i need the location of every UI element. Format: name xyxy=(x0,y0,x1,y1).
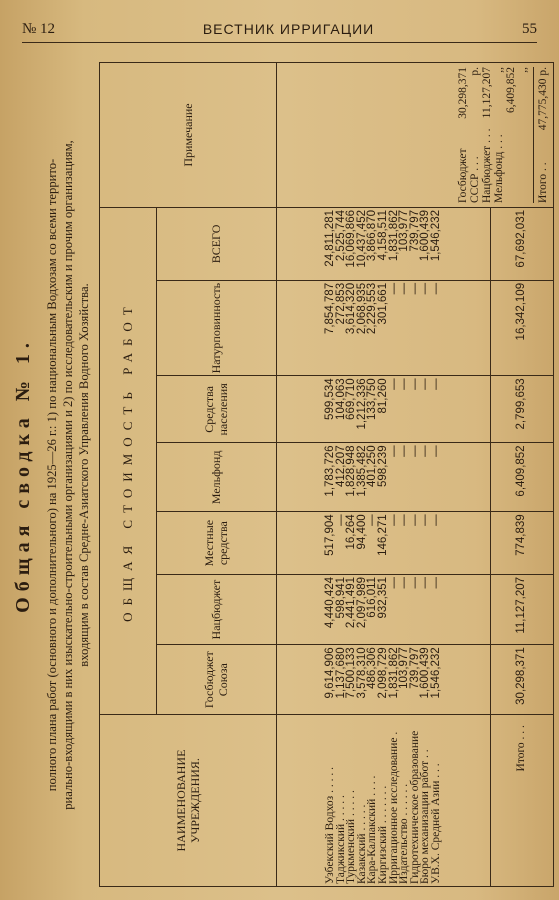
row-value: 1,600,439 xyxy=(419,647,432,699)
row-name: Бюро механизации работ . . xyxy=(419,749,432,884)
col-header-natsbudget: Нацбюджет xyxy=(156,574,276,644)
group-header-cost: ОБЩАЯ СТОИМОСТЬ РАБОТ xyxy=(100,208,157,715)
col-header-natur: Натурповинность xyxy=(156,280,276,375)
row-value: 103,977 xyxy=(398,647,411,689)
issue-number: № 12 xyxy=(22,20,56,37)
row-value: 932,351 xyxy=(376,576,389,619)
row-value: — xyxy=(419,576,432,589)
row-value: 1,831,862 xyxy=(387,647,400,699)
row-name: Узбекский Водхоз . . . . . xyxy=(323,767,336,884)
row-value: 3,614,320 xyxy=(345,282,358,335)
row-value: — xyxy=(408,378,421,390)
row-value: 4,158,511 xyxy=(376,210,389,261)
row-value: — xyxy=(408,282,421,295)
row-value: 739,797 xyxy=(408,210,421,252)
row-value: 598,941 xyxy=(334,576,347,619)
col-header-gosbudget: Госбюджет Союза xyxy=(156,645,276,715)
rotated-table-block xyxy=(4,55,552,895)
caption-line: риально-входящими в них изыскательно-строительными организациями и 2) по исследовательским и прочим организациям, xyxy=(61,140,75,810)
row-name: Гидротехническое образование xyxy=(408,730,421,884)
row-value: 103,977 xyxy=(398,210,411,252)
melfond-cell xyxy=(276,443,490,512)
note-value: 11,127,207 ,, xyxy=(481,67,505,119)
row-value: 146,271 xyxy=(376,514,389,556)
row-value: — xyxy=(419,378,432,390)
row-value: 3,578,310 xyxy=(355,647,368,699)
row-value: 1,831,862 xyxy=(387,210,400,262)
row-value: — xyxy=(419,514,432,526)
row-value: 486,306 xyxy=(366,647,379,689)
journal-title: ВЕСТНИК ИРРИГАЦИИ xyxy=(202,21,375,37)
row-value: — xyxy=(387,282,400,295)
caption-line: полного плана работ (основного и дополнительного) на 1925—26 г.: 1) по национальным Водхозам со всеми террито- xyxy=(45,158,59,792)
col-header-population: Средства населения xyxy=(156,376,276,443)
total-value: 11,127,207 xyxy=(490,574,553,644)
row-value: — xyxy=(398,445,411,457)
row-value: 599,534 xyxy=(323,378,336,420)
row-value: 7,500,133 xyxy=(345,647,358,699)
col-header-note: Примечание xyxy=(100,63,277,208)
row-value: — xyxy=(387,514,400,526)
row-value: 94,400 xyxy=(355,514,368,550)
row-value: 10,437,452 xyxy=(355,210,368,268)
row-value: — xyxy=(387,576,400,589)
table-title: Общая сводка № 1. xyxy=(12,337,34,613)
row-name: Кара-Калпакский . . . . xyxy=(366,775,379,884)
row-value: — xyxy=(408,445,421,457)
row-value: — xyxy=(429,514,442,526)
row-name: Туркменский . . . . . xyxy=(345,790,358,884)
row-name: Киргизский . . . . . . . xyxy=(376,785,389,884)
note-label: Госбюджет СССР . . . xyxy=(457,148,481,203)
row-value: 2,229,553 xyxy=(366,282,379,335)
row-value: 301,661 xyxy=(376,282,389,325)
row-value: 669,710 xyxy=(345,378,358,420)
table-caption xyxy=(44,65,92,885)
row-value: 1,600,439 xyxy=(419,210,432,262)
note-label: Мельфонд . . . xyxy=(493,134,505,203)
running-header xyxy=(22,16,537,43)
col-header-melfond: Мельфонд xyxy=(156,443,276,512)
row-value: 2,441,491 xyxy=(345,576,358,629)
row-value: — xyxy=(419,282,432,295)
row-value: 24,811,281 xyxy=(323,210,336,267)
row-value: 1,385,482 xyxy=(355,445,368,497)
note-cell xyxy=(276,63,553,208)
row-value: 2,098,729 xyxy=(376,647,389,699)
row-value: 272,853 xyxy=(334,282,347,325)
population-cell xyxy=(276,376,490,443)
note-total-label: Итого . . xyxy=(537,162,549,203)
row-value: — xyxy=(429,576,442,589)
row-value: — xyxy=(408,576,421,589)
row-value: 739,797 xyxy=(408,647,421,689)
total-value: 30,298,371 xyxy=(490,645,553,715)
page-number: 55 xyxy=(521,20,537,37)
row-value: — xyxy=(387,445,400,457)
row-value: 1,137,680 xyxy=(334,647,347,699)
row-value: — xyxy=(398,514,411,526)
row-value: — xyxy=(334,514,347,526)
row-value: 16,069,866 xyxy=(345,210,358,268)
row-value: 4,440,424 xyxy=(323,576,336,629)
row-value: — xyxy=(387,378,400,390)
table-body-row xyxy=(276,63,490,887)
row-value: — xyxy=(398,576,411,589)
row-value: — xyxy=(429,282,442,295)
row-name: Ирригационное исследование . xyxy=(387,731,400,884)
natur-cell xyxy=(276,280,490,375)
col-header-total: ВСЕГО xyxy=(156,208,276,281)
col-header-name: НАИМЕНОВАНИЕ УЧРЕЖДЕНИЯ. xyxy=(100,715,277,887)
row-value: 133,750 xyxy=(366,378,379,420)
row-value: — xyxy=(398,282,411,295)
row-value: 598,239 xyxy=(376,445,389,487)
row-value: 9,614,906 xyxy=(323,647,336,699)
row-value: 104,063 xyxy=(334,378,347,420)
natsbudget-cell xyxy=(276,574,490,644)
total-value: 6,409,852 xyxy=(490,443,553,512)
row-value: 81,260 xyxy=(376,378,389,414)
row-value: 2,097,989 xyxy=(355,576,368,629)
total-value: 67,692,031 xyxy=(490,208,553,281)
row-value: 1,546,232 xyxy=(429,210,442,262)
row-name: Казакский . . . . . xyxy=(355,804,368,884)
row-value: — xyxy=(366,514,379,526)
row-value: 16,264 xyxy=(345,514,358,550)
row-name: Издательство . . . . . . xyxy=(398,783,411,884)
note-total xyxy=(533,67,549,203)
summary-table xyxy=(99,62,554,887)
total-label: Итого . . . xyxy=(490,715,553,887)
caption-line: входящим в состав Средне-Азиатского Управления Водного Хозяйства. xyxy=(77,283,91,667)
total-value: 774,839 xyxy=(490,512,553,575)
note-value: 30,298,371 р. xyxy=(457,67,481,119)
names-cell xyxy=(276,715,490,887)
row-value: 1,828,948 xyxy=(345,445,358,497)
row-value: 1,546,232 xyxy=(429,647,442,699)
note-value: 6,409,852 ,, xyxy=(505,67,529,113)
note-label: Нацбюджет . . . xyxy=(481,128,493,203)
row-value: — xyxy=(419,445,432,457)
row-value: 2,525,744 xyxy=(334,210,347,262)
row-name: Таджикский . . . . . xyxy=(334,795,347,884)
row-value: — xyxy=(429,445,442,457)
row-value: — xyxy=(408,514,421,526)
row-value: 517,904 xyxy=(323,514,336,556)
row-value: 1,212,336 xyxy=(355,378,368,430)
row-value: 7,854,787 xyxy=(323,282,336,335)
note-total-value: 47,775,430 р. xyxy=(537,67,549,131)
total-cell xyxy=(276,208,490,281)
row-value: 3,866,870 xyxy=(366,210,379,262)
row-value: 2,068,935 xyxy=(355,282,368,335)
row-value: 616,011 xyxy=(366,576,379,618)
total-value: 16,342,109 xyxy=(490,280,553,375)
total-value: 2,799,653 xyxy=(490,376,553,443)
row-value: 412,207 xyxy=(334,445,347,487)
row-name: У.В.Х. Средней Азии . . . xyxy=(429,763,442,884)
note-line xyxy=(457,67,529,203)
local-cell xyxy=(276,512,490,575)
row-value: 1,783,726 xyxy=(323,445,336,497)
col-header-local: Местные средства xyxy=(156,512,276,575)
gosbudget-cell xyxy=(276,645,490,715)
row-value: 401,250 xyxy=(366,445,379,487)
row-value: — xyxy=(429,378,442,390)
row-value: — xyxy=(398,378,411,390)
